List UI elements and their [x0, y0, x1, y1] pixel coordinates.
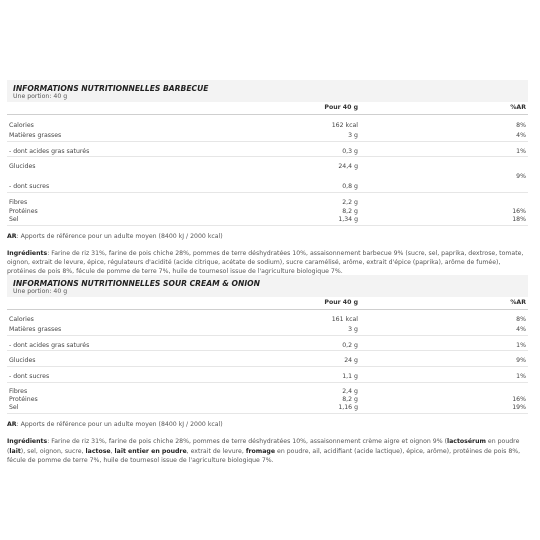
section-title: INFORMATIONS NUTRITIONNELLES SOUR CREAM & ONION [13, 279, 260, 288]
row-quantity: 161 kcal [331, 316, 358, 323]
row-label: Glucides [9, 163, 36, 171]
row-quantity: 24,4 g [338, 163, 358, 171]
ar-note [7, 233, 528, 241]
row-label: Fibres [9, 387, 28, 395]
row-quantity: 0,8 g [342, 182, 358, 190]
ingredients-text [7, 249, 528, 277]
column-header-ar: %AR [510, 299, 526, 306]
table-row [7, 182, 528, 193]
row-ar: 1% [516, 147, 526, 155]
table-row [7, 198, 528, 208]
row-ar: 1% [516, 373, 526, 381]
table-row [7, 216, 528, 226]
row-quantity: 2,2 g [342, 198, 358, 206]
row-quantity: 8,2 g [342, 395, 358, 403]
row-quantity: 162 kcal [331, 122, 358, 129]
ingredients-list: : Farine de riz 31%, farine de pois chiche 28%, pommes de terre déshydratées 10%, assaisonnement barbecue 9% (sucre, sel, paprika, dextrose, tomate, oignon, extrait de levure, épice, régulateurs d'acidité (acide citrique, acétate de sodium), sucre caramélisé, arôme, extrait d'épice (paprika), arôme de fumée), protéines de pois 8%, fécule de pomme de terre 7%, huile de tournesol issue de l'agriculture biologique 7%. [7, 249, 524, 276]
ingredients-label: Ingrédients [7, 438, 48, 446]
table-row [7, 208, 528, 216]
row-label: - dont sucres [9, 373, 50, 381]
table-row [7, 315, 528, 325]
row-label: Glucides [9, 357, 36, 365]
row-label: Protéines [9, 395, 38, 403]
row-label: Matières grasses [9, 131, 62, 139]
ingredients-part: en poudre ( [7, 438, 520, 455]
ingredients-part: , extrait de levure, [186, 447, 246, 455]
ar-note [7, 421, 528, 429]
table-row [7, 121, 528, 131]
ingredients-part: ), sel, oignon, sucre, [20, 447, 86, 455]
row-quantity: 2,4 g [342, 387, 358, 395]
allergen: lactose [85, 447, 111, 455]
ingredients-part: : Farine de riz 31%, farine de pois chiche 28%, pommes de terre déshydratées 10%, assaisonnement crème aigre et oignon 9% ( [47, 438, 447, 446]
row-quantity: 3 g [348, 325, 358, 333]
column-header-quantity: Pour 40 g [324, 299, 358, 306]
table-row [7, 341, 528, 352]
table-header [7, 297, 528, 310]
row-label: Fibres [9, 198, 28, 206]
row-ar: 9% [516, 357, 526, 365]
allergen: lait [9, 447, 21, 455]
row-label: Matières grasses [9, 325, 62, 333]
row-ar: 4% [516, 131, 526, 139]
row-ar: 16% [512, 395, 526, 403]
row-label: Calories [9, 122, 34, 129]
section-title: INFORMATIONS NUTRITIONNELLES BARBECUE [13, 84, 209, 93]
row-label: - dont acides gras saturés [9, 147, 90, 155]
row-label: Protéines [9, 207, 38, 215]
ar-note-text: : Apports de référence pour un adulte moyen (8400 kJ / 2000 kcal) [16, 420, 223, 428]
nutrition-section-sour-cream-onion [7, 275, 528, 465]
table-row [7, 388, 528, 396]
row-ar: 18% [512, 215, 526, 223]
row-quantity: 3 g [348, 131, 358, 139]
allergen: lactosérum [446, 438, 486, 446]
ingredients-part: en poudre, ail, acidifiant (acide lactique), épice, arôme), protéines de pois 8%, fécule de pomme de terre 7%, huile de tournesol issue de l'agriculture biologique 7%. [7, 447, 521, 464]
table-row [7, 172, 528, 182]
allergen: fromage [245, 447, 276, 455]
row-ar: 8% [516, 122, 526, 129]
column-header-ar: %AR [510, 104, 526, 111]
portion-text: Une portion: 40 g [13, 288, 68, 295]
table-header [7, 102, 528, 115]
row-quantity: 8,2 g [342, 207, 358, 215]
table-row [7, 162, 528, 172]
ar-note-label: AR [7, 420, 17, 428]
ar-note-label: AR [7, 232, 17, 240]
row-ar: 4% [516, 325, 526, 333]
row-ar: 16% [512, 207, 526, 215]
table-row [7, 404, 528, 414]
ingredients-text [7, 437, 528, 465]
row-quantity: 24 g [344, 357, 358, 365]
column-header-quantity: Pour 40 g [324, 104, 358, 111]
row-label: Sel [9, 215, 19, 223]
row-label: Sel [9, 403, 19, 411]
table-row [7, 147, 528, 158]
allergen: lait entier en poudre [114, 447, 187, 455]
ingredients-part: , [110, 447, 115, 455]
row-label: - dont acides gras saturés [9, 341, 90, 349]
table-row [7, 372, 528, 383]
table-row [7, 131, 528, 142]
row-ar: 9% [516, 173, 526, 181]
row-quantity: 1,16 g [338, 403, 358, 411]
ingredients-label: Ingrédients [7, 249, 48, 257]
row-ar: 19% [512, 403, 526, 411]
portion-text: Une portion: 40 g [13, 93, 68, 100]
row-ar: 1% [516, 341, 526, 349]
section-header [7, 80, 528, 102]
row-quantity: 0,2 g [342, 341, 358, 349]
section-header [7, 275, 528, 297]
row-quantity: 1,1 g [342, 373, 358, 381]
row-quantity: 1,34 g [338, 215, 358, 223]
table-row [7, 356, 528, 367]
table-row [7, 325, 528, 336]
table-row [7, 396, 528, 404]
row-label: - dont sucres [9, 182, 50, 190]
row-label: Calories [9, 316, 34, 323]
ar-note-text: : Apports de référence pour un adulte moyen (8400 kJ / 2000 kcal) [16, 232, 223, 240]
row-quantity: 0,3 g [342, 147, 358, 155]
nutrition-section-bbq [7, 80, 528, 277]
row-ar: 8% [516, 316, 526, 323]
